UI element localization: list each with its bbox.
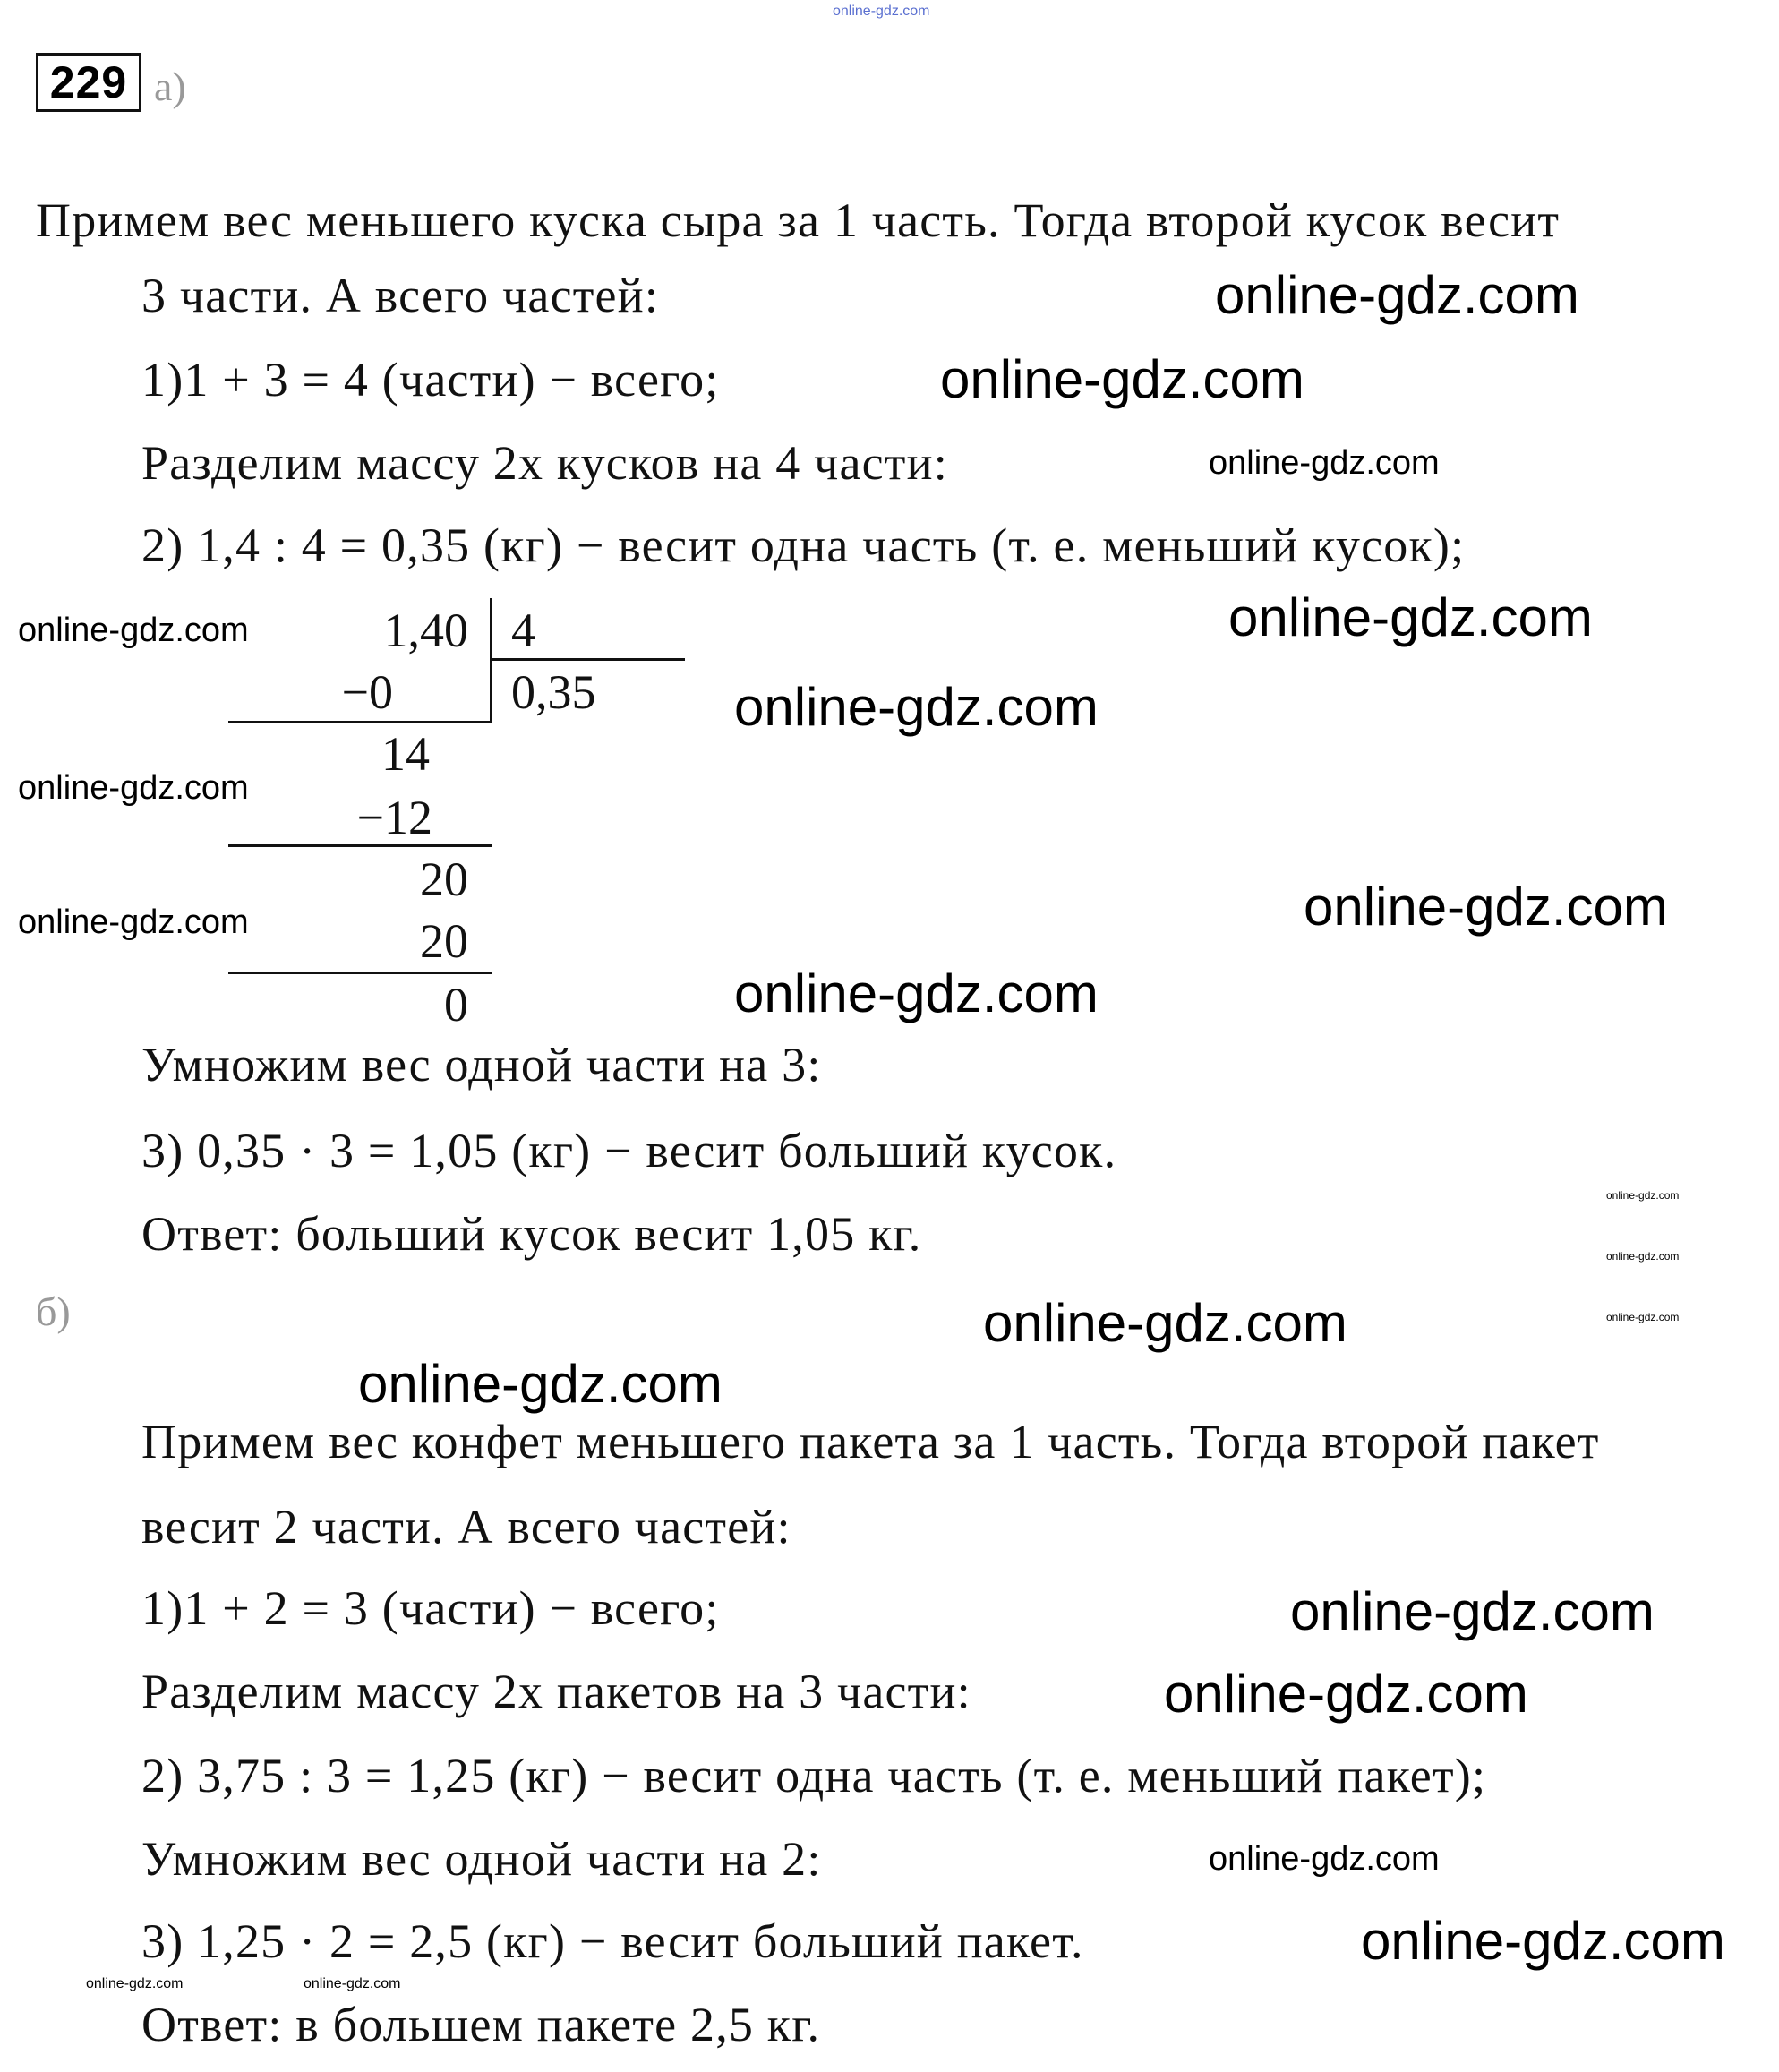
watermark: online-gdz.com — [983, 1293, 1347, 1353]
watermark: online-gdz.com — [358, 1354, 723, 1414]
part-b-line: Умножим вес одной части на 2: — [141, 1832, 822, 1886]
watermark: online-gdz.com — [734, 963, 1099, 1023]
part-a-line: Примем вес меньшего куска сыра за 1 часть. Тогда второй кусок весит — [36, 193, 1561, 247]
division-step: 14 — [381, 727, 430, 781]
division-step: −12 — [356, 791, 432, 844]
divisor: 4 — [511, 604, 535, 657]
watermark: online-gdz.com — [1290, 1581, 1655, 1641]
part-b-answer: Ответ: в большем пакете 2,5 кг. — [141, 1998, 821, 2051]
part-a-line: Разделим массу 2х кусков на 4 части: — [141, 436, 948, 490]
division-step: −0 — [341, 665, 393, 719]
division-remainder: 0 — [444, 978, 468, 1032]
part-b-line: Разделим массу 2х пакетов на 3 части: — [141, 1665, 971, 1718]
watermark: online-gdz.com — [18, 903, 249, 941]
division-line — [228, 844, 492, 847]
watermark: online-gdz.com — [1228, 587, 1593, 647]
watermark: online-gdz.com — [734, 677, 1099, 737]
watermark: online-gdz.com — [304, 1976, 401, 1991]
part-a-line: 1)1 + 3 = 4 (части) − всего; — [141, 353, 720, 407]
division-bar-horizontal — [490, 658, 685, 661]
division-bar-vertical — [490, 598, 492, 723]
watermark: online-gdz.com — [86, 1976, 184, 1991]
part-a-answer: Ответ: больший кусок весит 1,05 кг. — [141, 1207, 922, 1261]
watermark: online-gdz.com — [1209, 1840, 1440, 1878]
dividend: 1,40 — [383, 604, 468, 657]
watermark: online-gdz.com — [18, 769, 249, 807]
watermark: online-gdz.com — [1215, 265, 1579, 325]
part-b-line: Примем вес конфет меньшего пакета за 1 часть. Тогда второй пакет — [141, 1415, 1600, 1468]
watermark: online-gdz.com — [1164, 1664, 1528, 1724]
division-line — [228, 972, 492, 974]
part-b-line: весит 2 части. А всего частей: — [141, 1500, 791, 1554]
part-b-label: б) — [36, 1289, 71, 1334]
part-b-line: 2) 3,75 : 3 = 1,25 (кг) − весит одна часть (т. е. меньший пакет); — [141, 1749, 1487, 1802]
watermark: online-gdz.com — [18, 612, 249, 649]
part-a-line: 2) 1,4 : 4 = 0,35 (кг) − весит одна часть (т. е. меньший кусок); — [141, 518, 1466, 572]
watermark: online-gdz.com — [940, 349, 1304, 409]
watermark: online-gdz.com — [1606, 1189, 1680, 1202]
problem-number-box: 229 — [36, 53, 141, 112]
watermark: online-gdz.com — [1606, 1311, 1680, 1323]
division-step: 20 — [420, 852, 468, 906]
part-b-line: 1)1 + 2 = 3 (части) − всего; — [141, 1581, 720, 1635]
watermark: online-gdz.com — [1606, 1250, 1680, 1263]
division-step: 20 — [420, 914, 468, 968]
part-a-line: 3) 0,35 · 3 = 1,05 (кг) − весит больший кусок. — [141, 1124, 1117, 1177]
part-a-line: Умножим вес одной части на 3: — [141, 1038, 822, 1092]
division-line — [228, 721, 492, 723]
part-a-label: а) — [154, 64, 186, 109]
part-b-line: 3) 1,25 · 2 = 2,5 (кг) − весит больший пакет. — [141, 1914, 1084, 1968]
header-watermark: online-gdz.com — [833, 4, 930, 19]
watermark: online-gdz.com — [1361, 1911, 1725, 1971]
watermark: online-gdz.com — [1209, 444, 1440, 482]
watermark: online-gdz.com — [1304, 877, 1668, 937]
quotient: 0,35 — [511, 665, 596, 719]
part-a-line: 3 части. А всего частей: — [141, 269, 660, 322]
